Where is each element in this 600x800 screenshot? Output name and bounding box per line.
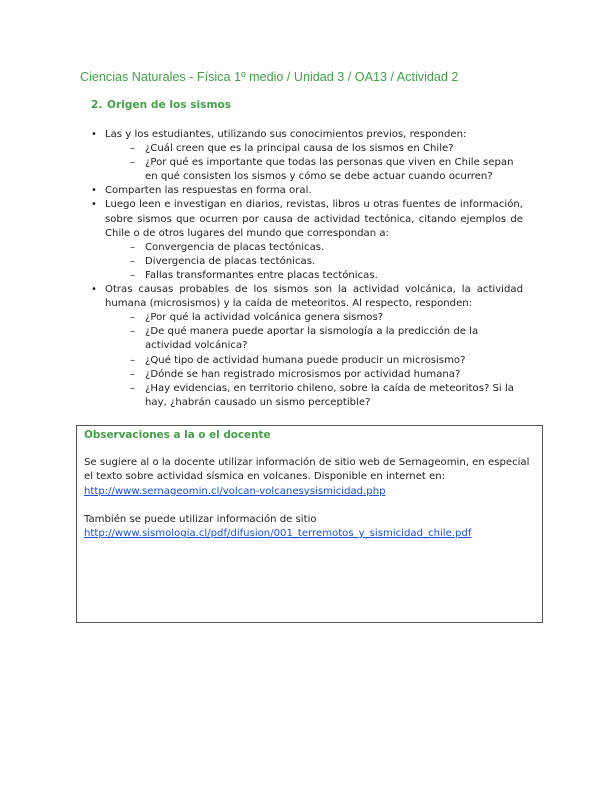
bullet-item xyxy=(91,184,523,198)
sub-item: – ¿Por qué la actividad volcánica genera sismos? xyxy=(130,311,523,325)
observations-title: Observaciones a la o el docente xyxy=(84,429,271,441)
sub-item: – Divergencia de placas tectónicas. xyxy=(130,255,523,269)
bullet-item xyxy=(91,283,523,410)
bullet-item xyxy=(91,198,523,283)
page-header: Ciencias Naturales - Física 1º medio / Unidad 3 / OA13 / Actividad 2 xyxy=(80,70,459,84)
sub-item: – ¿Cuál creen que es la principal causa de los sismos en Chile? xyxy=(130,142,523,156)
bullet-item xyxy=(91,128,523,184)
section-number: 2. xyxy=(91,99,103,111)
sub-list xyxy=(105,241,523,283)
bullet-text: Otras causas probables de los sismos son la actividad volcánica, la actividad humana (microsismos) y la caída de meteoritos. Al respecto, responden: xyxy=(105,284,523,310)
observations-paragraph: También se puede utilizar información de sitio xyxy=(84,513,317,525)
sernageomin-link[interactable]: http://www.sernageomin.cl/volcan-volcanesysismicidad.php xyxy=(84,485,386,497)
observations-paragraph: Se sugiere al o la docente utilizar información de sitio web de Sernageomin, en especial el texto sobre actividad sísmica en volcanes. Disponible en internet en: xyxy=(84,457,530,483)
section-heading xyxy=(91,99,231,111)
activity-content xyxy=(91,128,523,410)
teacher-observations-box xyxy=(76,425,543,623)
sub-item: – ¿Por qué es importante que todas las personas que viven en Chile sepan en qué consisten los sismos y cómo se debe actuar cuando ocurren? xyxy=(130,156,523,184)
sub-item: – ¿Dónde se han registrado microsismos por actividad humana? xyxy=(130,368,523,382)
sub-item: – ¿De qué manera puede aportar la sismología a la predicción de la actividad volcánica? xyxy=(130,325,523,353)
sub-item: – ¿Qué tipo de actividad humana puede producir un microsismo? xyxy=(130,354,523,368)
sub-item: – Fallas transformantes entre placas tectónicas. xyxy=(130,269,523,283)
sub-list xyxy=(105,311,523,410)
bullet-text: Luego leen e investigan en diarios, revistas, libros u otras fuentes de información, sobre sismos que ocurren por causa de actividad tectónica, citando ejemplos de Chile o de otros lugares del mundo que correspondan a: xyxy=(105,199,523,239)
section-title: Origen de los sismos xyxy=(107,99,232,111)
sub-item: – ¿Hay evidencias, en territorio chileno, sobre la caída de meteoritos? Si la hay, ¿habrán causado un sismo perceptible? xyxy=(130,382,523,410)
sub-item: – Convergencia de placas tectónicas. xyxy=(130,241,523,255)
bullet-text: Comparten las respuestas en forma oral. xyxy=(105,185,312,197)
bullet-list xyxy=(91,128,523,410)
sub-list xyxy=(105,142,523,184)
bullet-text: Las y los estudiantes, utilizando sus conocimientos previos, responden: xyxy=(105,129,467,140)
sismologia-link[interactable]: http://www.sismologia.cl/pdf/difusion/001_terremotos_y_sismicidad_chile.pdf xyxy=(84,528,472,540)
